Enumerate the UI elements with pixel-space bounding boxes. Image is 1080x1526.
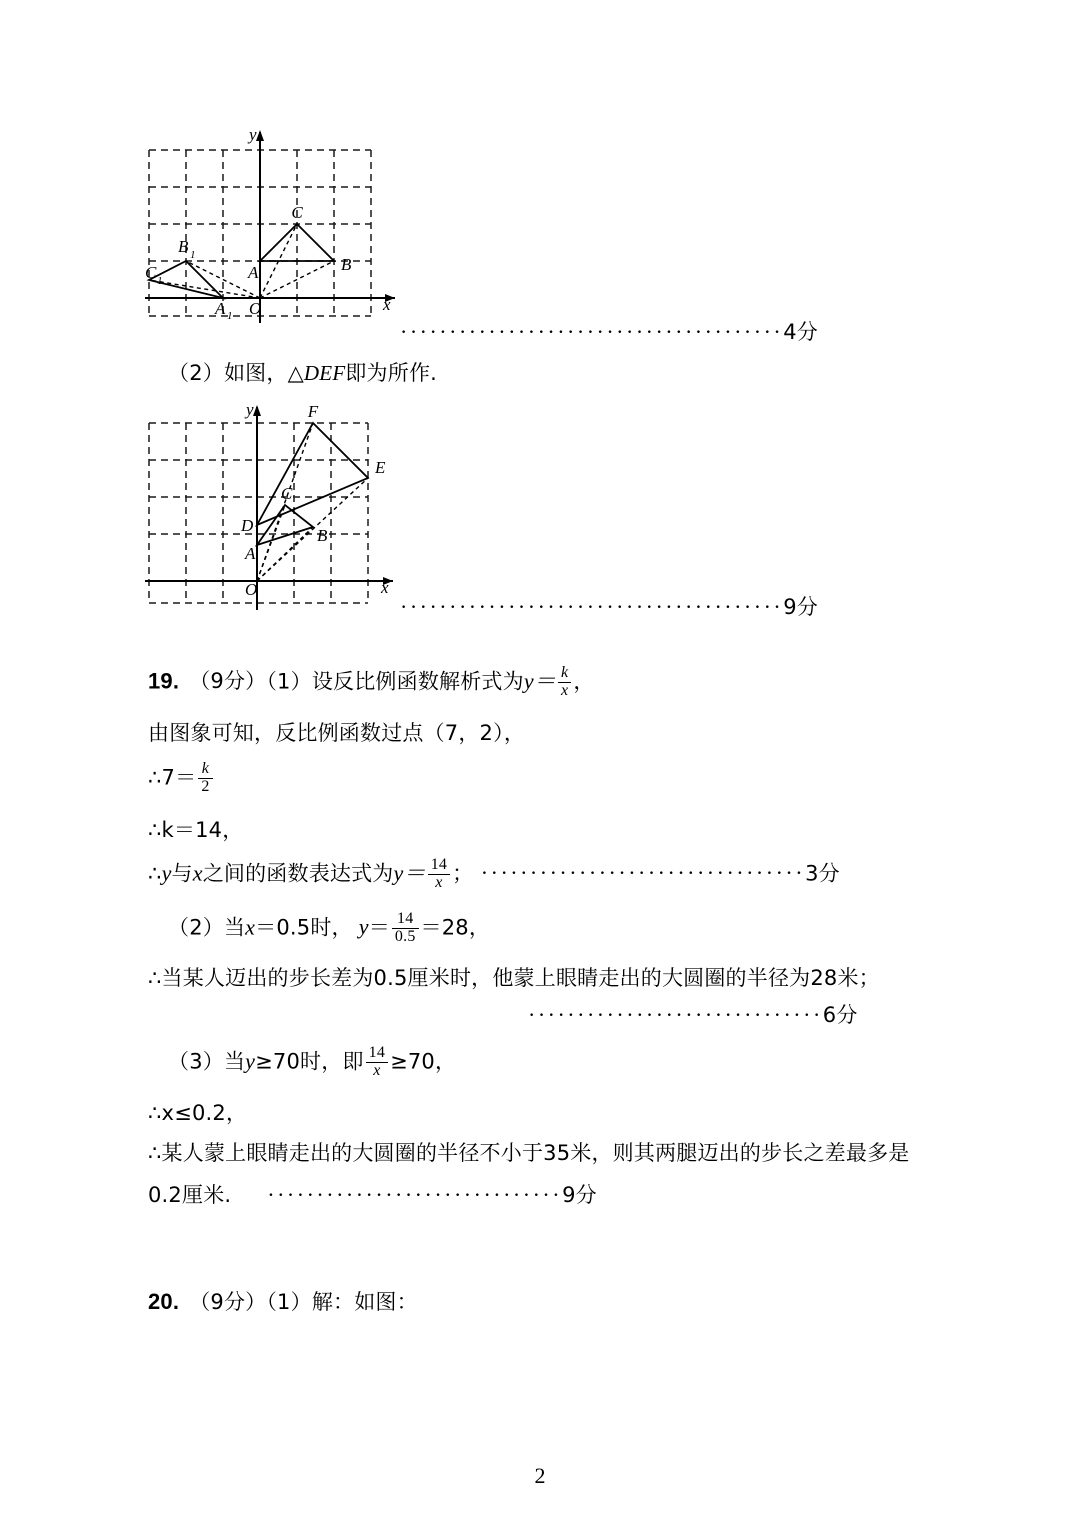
label-A1: A <box>215 299 226 318</box>
label-F: F <box>307 402 319 421</box>
label-C1-sub: 1 <box>157 275 163 287</box>
q19-line3-prefix: ∴7＝ <box>148 765 197 790</box>
q19-part3-label: （3） <box>168 1049 224 1074</box>
q19-part2-fraction <box>392 911 419 946</box>
triangle-DEF <box>257 423 368 525</box>
label-C: C <box>281 484 293 503</box>
label-B: B <box>317 526 328 545</box>
figure-1-svg <box>145 118 410 323</box>
q19-line5-x: x <box>192 860 203 886</box>
score-6: 6分 <box>822 1003 858 1027</box>
page-number: 2 <box>534 1463 546 1488</box>
score-4: 4分 <box>783 320 818 344</box>
q19-line5-y: y <box>161 860 172 886</box>
leader-dots-5: ······························ <box>267 1182 563 1207</box>
q19-line-1 <box>148 666 595 701</box>
q19-line3-fraction <box>198 761 212 796</box>
q19-line5-tail: ； <box>452 861 463 886</box>
figure-1-coordinate-grid <box>145 118 410 323</box>
q19-part2-label: （2） <box>168 915 224 940</box>
q19-part1-label: （1） <box>266 669 312 694</box>
label-C: C <box>291 203 303 222</box>
q19-part1-text: 设反比例函数解析式为 <box>311 669 524 694</box>
q19-part-3-line-3: ∴某人蒙上眼睛走出的大圆圈的半径不小于35米，则其两腿迈出的步长之差最多是 <box>148 1141 910 1165</box>
q19-part3-tail: ≥70， <box>390 1049 457 1074</box>
q20-number: 20. <box>148 1289 180 1314</box>
label-A: A <box>248 263 259 282</box>
q19-line5-eq: y＝ <box>393 860 426 886</box>
q19-part3-num: 14 <box>368 1044 386 1061</box>
q19-part2-result: ＝28， <box>420 915 491 940</box>
q19-eq1-num: k <box>561 664 569 681</box>
q19-line5-mid: 与 <box>171 861 193 886</box>
q19-marks: （9分） <box>189 669 267 694</box>
label-y-axis: y <box>246 400 254 419</box>
q19-line5-text: 之间的函数表达式为 <box>202 861 394 886</box>
q19-number: 19. <box>148 668 180 694</box>
q19-eq1-tail: ， <box>573 669 595 694</box>
label-E: E <box>375 458 386 477</box>
q19-part-2-score-line <box>528 1000 858 1030</box>
q19-part2-prefix: 当 <box>223 915 246 940</box>
axes <box>145 132 395 323</box>
leader-dots-2: ······································· <box>400 594 784 619</box>
figure-2-score-line <box>400 592 818 622</box>
score-9-q19: 9分 <box>562 1183 597 1207</box>
q19-line-5 <box>148 858 840 893</box>
label-y-axis: y <box>249 125 257 144</box>
q19-part2-den: 0.5 <box>392 928 419 946</box>
q19-eq1-den: x <box>558 682 571 700</box>
leader-dots-1: ······································· <box>400 319 784 344</box>
q20-text: 解：如图： <box>311 1290 418 1314</box>
axes <box>145 407 393 610</box>
q19-part3-fraction <box>366 1045 388 1080</box>
figure-1-score-line <box>400 317 818 347</box>
grid-lines <box>149 423 368 603</box>
leader-dots-3: ································· <box>480 860 806 886</box>
label-A: A <box>245 544 256 563</box>
q19-part3-den: x <box>366 1062 388 1080</box>
q19-line-3 <box>148 762 215 797</box>
label-A1-sub: 1 <box>227 310 233 322</box>
triangle-name-DEF: DEF <box>303 361 346 385</box>
triangle-ABC <box>260 224 334 261</box>
label-B1: B <box>178 237 189 256</box>
line-part-2-DEF <box>168 358 437 388</box>
q19-part2-y: y <box>358 914 369 940</box>
q20-marks: （9分） <box>189 1290 267 1314</box>
label-origin: O <box>245 580 258 599</box>
q19-part2-eq2: ＝ <box>368 915 390 940</box>
q19-line5-num: 14 <box>430 856 448 873</box>
q19-eq1-lhs: y＝ <box>523 668 556 694</box>
q20-part1-label: （1） <box>266 1290 312 1314</box>
q19-part3-prefix: 当 <box>223 1049 246 1074</box>
q19-part-3-line-4 <box>148 1180 597 1210</box>
label-x-axis: x <box>383 295 391 314</box>
q19-line3-num: k <box>201 760 210 777</box>
label-origin: O <box>249 299 262 318</box>
score-9-fig2: 9分 <box>783 595 818 619</box>
score-3: 3分 <box>805 861 840 886</box>
figure-2-svg <box>145 395 410 610</box>
figure-2-coordinate-grid <box>145 395 410 610</box>
q20-line-1 <box>148 1287 418 1317</box>
q19-line5-prefix: ∴ <box>148 861 162 886</box>
q19-part2-num: 14 <box>397 910 414 927</box>
q19-part-3-line <box>168 1046 456 1081</box>
q19-line-2: 由图象可知，反比例函数过点（7，2）， <box>148 721 526 745</box>
label-D: D <box>241 516 254 535</box>
part-2-suffix: 即为所作. <box>345 361 438 385</box>
q19-line-4: ∴k＝14， <box>148 818 244 842</box>
q19-part3-y: y <box>245 1048 256 1074</box>
label-C1: C <box>145 263 157 282</box>
triangle-symbol: △ <box>287 361 304 385</box>
q19-part-3-line-2: ∴x≤0.2， <box>148 1101 248 1125</box>
q19-line3-den: 2 <box>198 778 212 796</box>
leader-dots-4: ······························ <box>528 1002 823 1027</box>
q19-line5-fraction <box>428 857 450 892</box>
q19-part2-eq: ＝0.5时， <box>255 915 353 940</box>
label-B: B <box>341 255 352 274</box>
label-x-axis: x <box>381 578 389 597</box>
q19-eq1-fraction <box>558 665 571 700</box>
q19-part3-line4-text: 0.2厘米. <box>148 1183 232 1207</box>
part-2-prefix: （2）如图， <box>168 361 288 385</box>
q19-part3-cond: ≥70时，即 <box>255 1049 364 1074</box>
y-axis-arrow <box>253 405 261 416</box>
q19-part-2-line <box>168 912 490 947</box>
y-axis-arrow <box>256 130 264 141</box>
q19-part2-x: x <box>245 914 256 940</box>
label-B1-sub: 1 <box>190 249 196 261</box>
q19-part-2-conclusion: ∴当某人迈出的步长差为0.5厘米时，他蒙上眼睛走出的大圆圈的半径为28米； <box>148 966 880 990</box>
q19-line5-den: x <box>428 874 450 892</box>
